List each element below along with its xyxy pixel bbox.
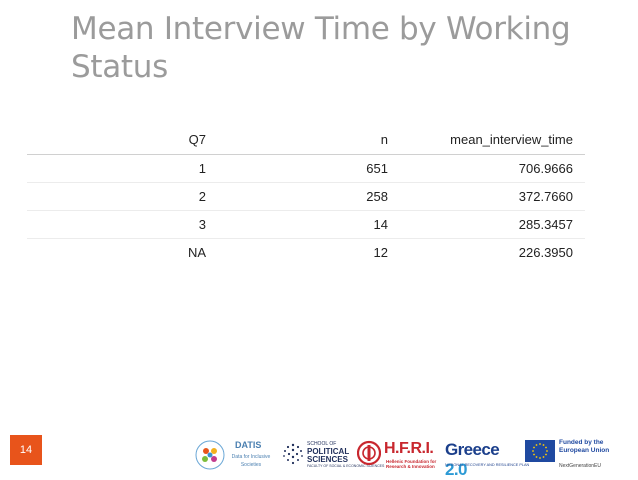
cell-n: 651 [366,161,388,176]
hfri-logo [357,436,439,474]
data-table [27,125,585,266]
greece-version: 2.0 [445,460,467,479]
table-row [27,211,585,239]
cell-n: 258 [366,189,388,204]
datis-tagline: Data for Inclusive Societies [231,454,271,468]
polsci-line1: SCHOOL OF [307,441,337,447]
hfri-subtitle: Hellenic Foundation for Research & Innovation [386,459,437,469]
datis-name: DATIS [235,440,262,450]
cell-mean-interview-time: 285.3457 [518,217,573,232]
eu-flag-icon [525,440,555,462]
cell-q7: NA [187,245,206,260]
political-sciences-logo [281,436,385,474]
table-row [27,155,585,183]
datis-emblem-icon [195,440,225,470]
page-number-badge [10,435,42,465]
eu-funding-logo [525,436,625,474]
column-header-n: n [380,132,388,147]
table-row [27,239,585,267]
cell-mean-interview-time: 372.7660 [518,189,573,204]
eu-funded-text: Funded by the European Union [559,439,610,454]
cell-q7: 2 [198,189,206,204]
table-header-row [27,125,585,155]
polsci-line3: SCIENCES [307,455,348,464]
hfri-name: H.F.R.I. [384,440,434,457]
cell-n: 12 [373,245,388,260]
polsci-line2: POLITICAL [307,447,350,456]
footer-logos [195,436,625,479]
polsci-line4: FACULTY OF SOCIAL & ECONOMIC SCIENCES [307,464,385,468]
page-number: 14 [19,444,33,456]
slide-title: Mean Interview Time by Working Status [71,11,571,85]
eu-nextgen-text: NextGenerationEU [559,463,601,469]
greece-2-0-logo [445,436,530,479]
hfri-emblem-icon [357,440,381,466]
cell-q7: 1 [198,161,206,176]
cell-n: 14 [373,217,388,232]
table-row [27,183,585,211]
cell-q7: 3 [198,217,206,232]
cell-mean-interview-time: 706.9666 [518,161,573,176]
greece-title [445,440,521,480]
cell-mean-interview-time: 226.3950 [518,245,573,260]
datis-logo [195,436,275,474]
dotted-globe-icon [281,442,305,466]
greece-name: Greece [445,440,500,459]
greece-subtitle: NATIONAL RECOVERY AND RESILIENCE PLAN [445,463,530,467]
column-header-mean-interview-time: mean_interview_time [450,132,573,147]
column-header-q7: Q7 [188,132,206,147]
